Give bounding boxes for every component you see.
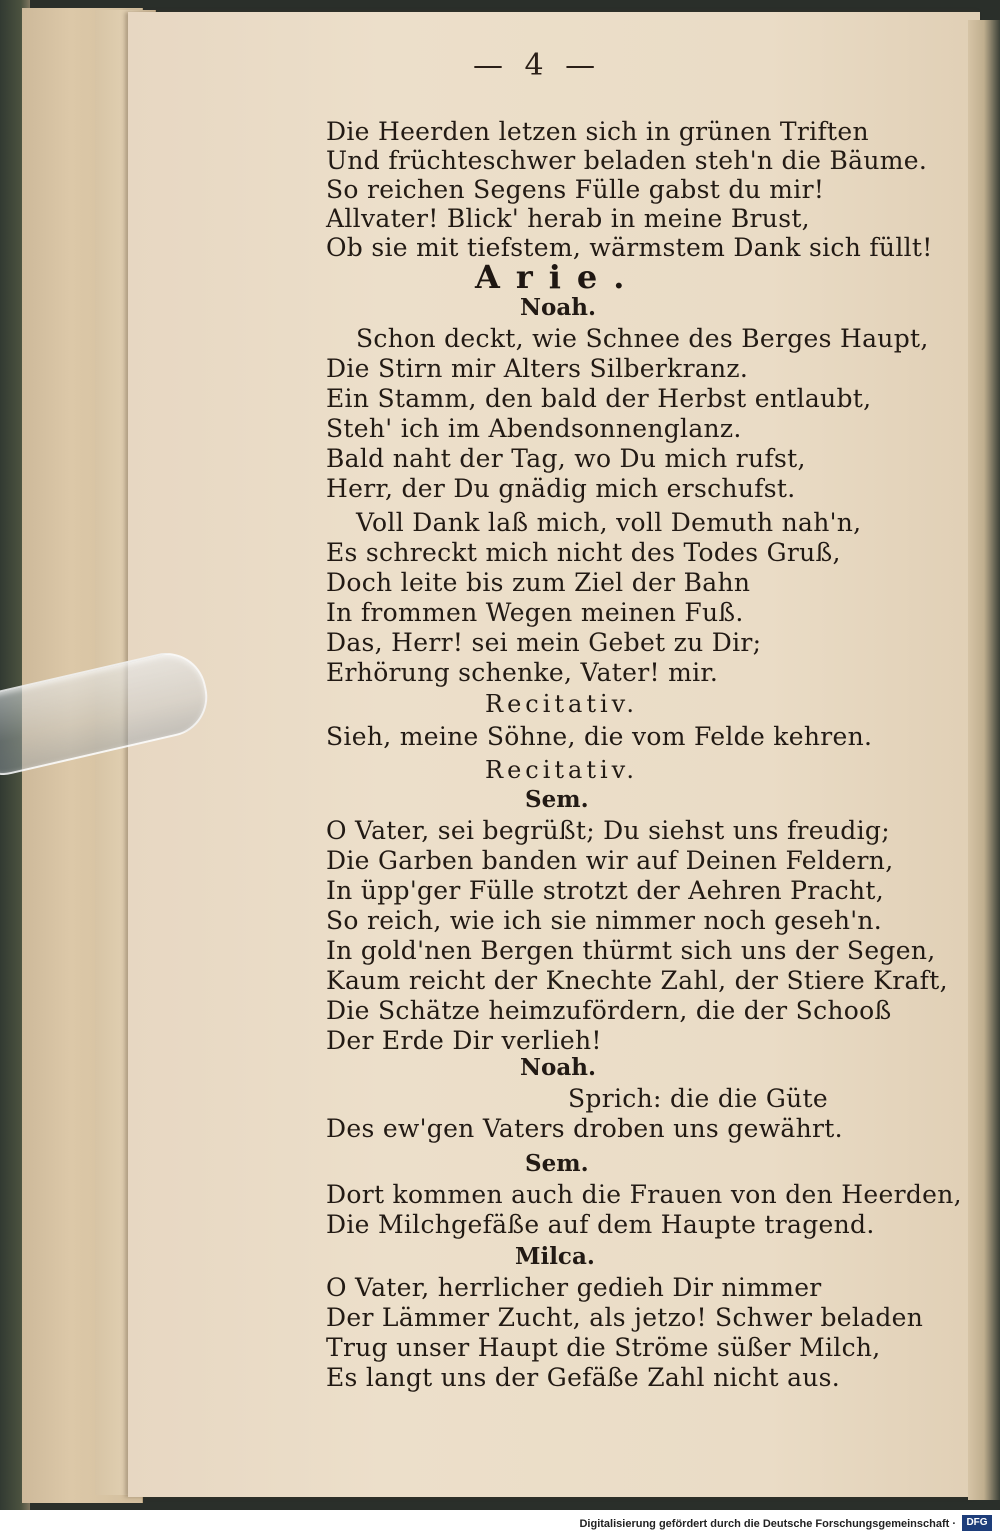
dfg-logo-icon: DFG: [962, 1515, 992, 1531]
digitization-credit: Digitalisierung gefördert durch die Deutsche Forschungsgemeinschaft ·: [579, 1518, 956, 1530]
verse-line: Der Lämmer Zucht, als jetzo! Schwer beladen: [326, 1303, 924, 1332]
page-number: — 4 —: [473, 48, 602, 83]
verse-line: Die Schätze heimzufördern, die der Schooß: [326, 996, 892, 1025]
verse-line: Und früchteschwer beladen steh'n die Bäume.: [326, 146, 928, 175]
verse-line: Es schreckt mich nicht des Todes Gruß,: [326, 538, 841, 567]
verse-line: Der Erde Dir verlieh!: [326, 1026, 602, 1055]
verse-line: Es langt uns der Gefäße Zahl nicht aus.: [326, 1363, 841, 1392]
verse-line: Die Stirn mir Alters Silberkranz.: [326, 354, 749, 383]
verse-line: So reich, wie ich sie nimmer noch geseh'n.: [326, 906, 883, 935]
verse-line: Des ew'gen Vaters droben uns gewährt.: [326, 1114, 843, 1143]
verse-line: Das, Herr! sei mein Gebet zu Dir;: [326, 628, 762, 657]
recitativ-heading: Recitativ.: [485, 756, 639, 784]
verse-line: Steh' ich im Abendsonnenglanz.: [326, 414, 742, 443]
verse-line: In frommen Wegen meinen Fuß.: [326, 598, 744, 627]
verse-line: O Vater, herrlicher gedieh Dir nimmer: [326, 1273, 822, 1302]
aria-heading: Arie.: [475, 258, 641, 296]
verse-line: Sprich: die die Güte: [568, 1084, 828, 1113]
verse-line: Sieh, meine Söhne, die vom Felde kehren.: [326, 722, 873, 751]
speaker-label: Sem.: [525, 1150, 589, 1177]
verse-line: Ob sie mit tiefstem, wärmstem Dank sich füllt!: [326, 233, 933, 262]
verse-line: In üpp'ger Fülle strotzt der Aehren Pracht,: [326, 876, 884, 905]
verse-line: Erhörung schenke, Vater! mir.: [326, 658, 719, 687]
verse-line: So reichen Segens Fülle gabst du mir!: [326, 175, 825, 204]
verse-line: Schon deckt, wie Schnee des Berges Haupt,: [356, 324, 929, 353]
verse-line: In gold'nen Bergen thürmt sich uns der Segen,: [326, 936, 936, 965]
verse-line: O Vater, sei begrüßt; Du siehst uns freudig;: [326, 816, 890, 845]
verse-line: Herr, der Du gnädig mich erschufst.: [326, 474, 796, 503]
recitativ-heading: Recitativ.: [485, 690, 639, 718]
verse-line: Ein Stamm, den bald der Herbst entlaubt,: [326, 384, 872, 413]
verse-line: Doch leite bis zum Ziel der Bahn: [326, 568, 751, 597]
verse-line: Die Garben banden wir auf Deinen Feldern,: [326, 846, 894, 875]
speaker-label: Noah.: [520, 294, 596, 321]
verse-line: Voll Dank laß mich, voll Demuth nah'n,: [356, 508, 862, 537]
speaker-label: Sem.: [525, 786, 589, 813]
verse-line: Kaum reicht der Knechte Zahl, der Stiere Kraft,: [326, 966, 948, 995]
speaker-label: Milca.: [515, 1243, 595, 1270]
book-edge-right: [968, 20, 1000, 1500]
speaker-label: Noah.: [520, 1054, 596, 1081]
verse-line: Die Milchgefäße auf dem Haupte tragend.: [326, 1210, 875, 1239]
verse-line: Bald naht der Tag, wo Du mich rufst,: [326, 444, 806, 473]
verse-line: Dort kommen auch die Frauen von den Heerden,: [326, 1180, 962, 1209]
verse-line: Die Heerden letzen sich in grünen Triften: [326, 117, 869, 146]
verse-line: Allvater! Blick' herab in meine Brust,: [326, 204, 810, 233]
verse-line: Trug unser Haupt die Ströme süßer Milch,: [326, 1333, 881, 1362]
